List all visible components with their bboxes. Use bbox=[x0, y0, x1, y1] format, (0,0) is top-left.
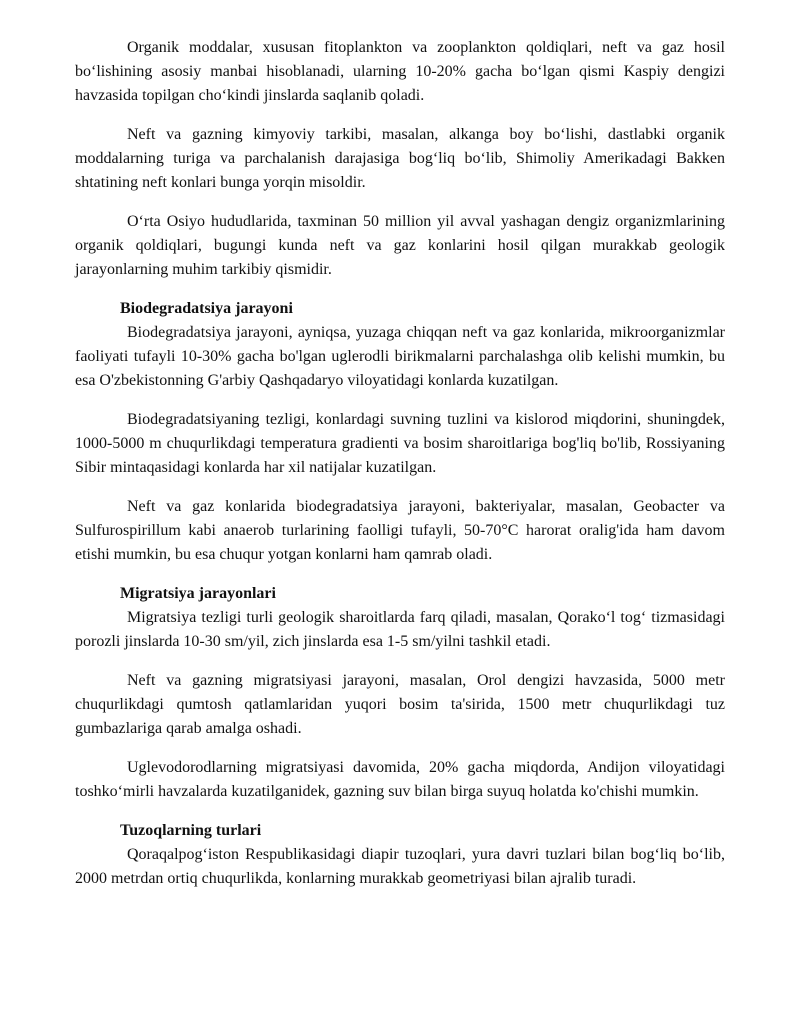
paragraph-spacer bbox=[75, 804, 725, 819]
document-page bbox=[75, 36, 725, 891]
paragraph-spacer bbox=[75, 567, 725, 582]
section-heading-migration: Migratsiya jarayonlari bbox=[120, 585, 276, 602]
paragraph-spacer bbox=[75, 195, 725, 210]
intro-paragraph-3: Oʻrta Osiyo hududlarida, taxminan 50 million yil avval yashagan dengiz organizmlarining organik qoldiqlari, bugungi kunda neft va gaz konlarini hosil qilgan murakkab geologik jarayonlarning muhim tarkibiy qismidir. bbox=[75, 213, 725, 278]
section-heading-biodegradation: Biodegradatsiya jarayoni bbox=[120, 300, 293, 317]
migration-paragraph-1: Migratsiya tezligi turli geologik sharoitlarda farq qiladi, masalan, Qorakoʻl togʻ tizmasidagi porozli jinslarda 10-30 sm/yil, zich jinslarda esa 1-5 sm/yilni tashkil etadi. bbox=[75, 609, 725, 650]
biodegradation-paragraph-3: Neft va gaz konlarida biodegradatsiya jarayoni, bakteriyalar, masalan, Geobacter va Sulfurospirillum kabi anaerob turlarining faolligi tufayli, 50-70°C harorat oralig'ida ham davom etishi mumkin, bu esa chuqur yotgan konlarni ham qamrab oladi. bbox=[75, 498, 725, 563]
paragraph-spacer bbox=[75, 108, 725, 123]
intro-paragraph-1: Organik moddalar, xususan fitoplankton va zooplankton qoldiqlari, neft va gaz hosil boʻlishining asosiy manbai hisoblanadi, ularning 10-20% gacha boʻlgan qismi Kaspiy dengizi havzasida topilgan choʻkindi jinslarda saqlanib qoladi. bbox=[75, 39, 725, 104]
migration-paragraph-3: Uglevodorodlarning migratsiyasi davomida, 20% gacha miqdorda, Andijon viloyatidagi toshkoʻmirli havzalarda kuzatilganidek, gazning suv bilan birga suyuq holatda ko'chishi mumkin. bbox=[75, 759, 725, 800]
paragraph-spacer bbox=[75, 654, 725, 669]
paragraph-spacer bbox=[75, 741, 725, 756]
paragraph-spacer bbox=[75, 282, 725, 297]
intro-paragraph-2: Neft va gazning kimyoviy tarkibi, masalan, alkanga boy boʻlishi, dastlabki organik moddalarning turiga va parchalanish darajasiga bogʻliq boʻlib, Shimoliy Amerikadagi Bakken shtatining neft konlari bunga yorqin misoldir. bbox=[75, 126, 725, 191]
paragraph-spacer bbox=[75, 480, 725, 495]
migration-paragraph-2: Neft va gazning migratsiyasi jarayoni, masalan, Orol dengizi havzasida, 5000 metr chuqurlikdagi qumtosh qatlamlaridan yuqori bosim ta'sirida, 1500 metr chuqurlikdagi tuz gumbazlariga qarab amalga oshadi. bbox=[75, 672, 725, 737]
traps-paragraph-1: Qoraqalpogʻiston Respublikasidagi diapir tuzoqlari, yura davri tuzlari bilan bogʻliq boʻlib, 2000 metrdan ortiq chuqurlikda, konlarning murakkab geometriyasi bilan ajralib turadi. bbox=[75, 846, 725, 887]
biodegradation-paragraph-2: Biodegradatsiyaning tezligi, konlardagi suvning tuzlini va kislorod miqdorini, shuningdek, 1000-5000 m chuqurlikdagi temperatura gradienti va bosim sharoitlariga bog'liq bo'lib, Rossiyaning Sibir mintaqasidagi konlarda har xil natijalar kuzatilgan. bbox=[75, 411, 725, 476]
section-heading-traps: Tuzoqlarning turlari bbox=[120, 822, 262, 839]
paragraph-spacer bbox=[75, 393, 725, 408]
biodegradation-paragraph-1: Biodegradatsiya jarayoni, ayniqsa, yuzaga chiqqan neft va gaz konlarida, mikroorganizmlar faoliyati tufayli 10-30% gacha bo'lgan uglerodli birikmalarni parchalashga olib kelishi mumkin, bu esa O'zbekistonning G'arbiy Qashqadaryo viloyatidagi konlarda kuzatilgan. bbox=[75, 324, 725, 389]
